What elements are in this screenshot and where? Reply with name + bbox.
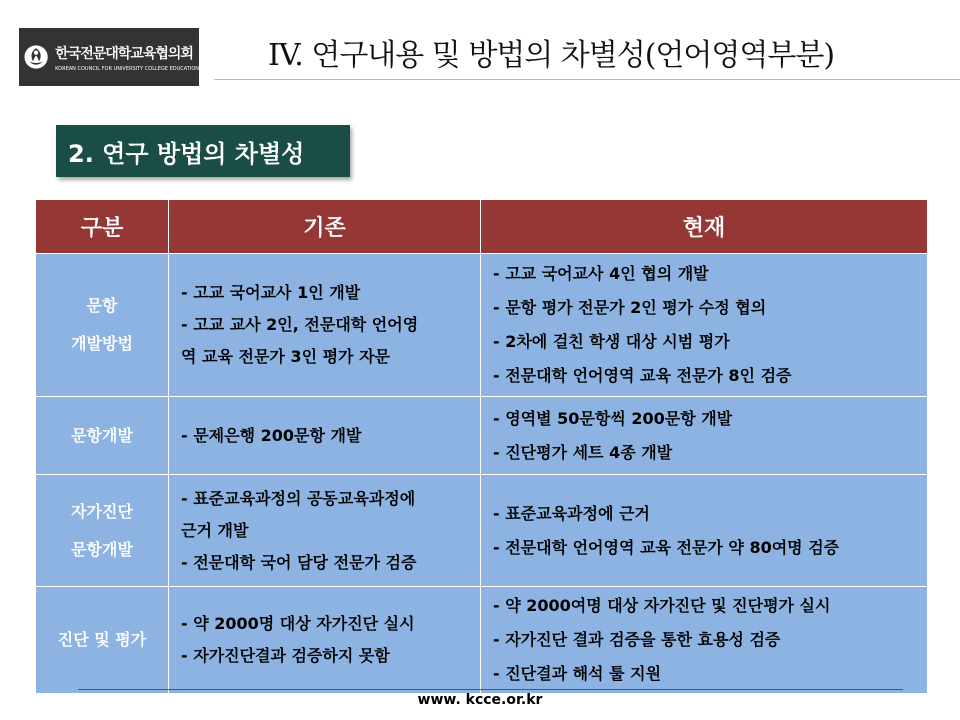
- cell-line: - 고교 국어교사 4인 협의 개발: [493, 264, 709, 283]
- cell-current: [481, 475, 928, 587]
- cell-line: - 고교 국어교사 1인 개발: [181, 283, 361, 302]
- cell-line: - 표준교육과정에 근거: [493, 503, 650, 523]
- cell-current: [481, 397, 928, 475]
- comparison-table: [35, 199, 928, 694]
- category-line: 문항개발: [71, 425, 133, 445]
- row-category: [36, 397, 169, 475]
- cell-line: - 진단결과 해석 툴 지원: [493, 664, 662, 683]
- cell-line: - 표준교육과정의 공동교육과정에: [181, 488, 416, 508]
- category-line: 자가진단: [71, 501, 133, 521]
- section-title: 2. 연구 방법의 차별성: [56, 125, 350, 177]
- cell-line: - 고교 교사 2인, 전문대학 언어영: [181, 315, 419, 334]
- kcce-logo-icon: [23, 39, 49, 75]
- category-line: 개발방법: [71, 334, 133, 353]
- slide-title: IV. 연구내용 및 방법의 차별성(언어영역부분): [268, 38, 835, 73]
- category-line: 진단 및 평가: [57, 630, 147, 649]
- cell-current: [481, 587, 928, 694]
- table-row: [36, 397, 928, 475]
- header-existing: 기존: [169, 200, 481, 254]
- org-name-en: KOREAN COUNCIL FOR UNIVERSITY COLLEGE EDUCATION: [55, 65, 199, 72]
- cell-line: 역 교육 전문가 3인 평가 자문: [181, 347, 391, 366]
- cell-line: - 문항 평가 전문가 2인 평가 수정 협의: [493, 298, 767, 317]
- cell-line: 근거 개발: [181, 520, 249, 540]
- cell-existing: [169, 587, 481, 694]
- cell-existing: [169, 475, 481, 587]
- cell-line: - 2차에 걸친 학생 대상 시범 평가: [493, 332, 730, 351]
- table-row: [36, 587, 928, 694]
- cell-line: - 문제은행 200문항 개발: [181, 425, 362, 445]
- cell-current: [481, 254, 928, 397]
- cell-existing: [169, 254, 481, 397]
- table-header-row: [36, 200, 928, 254]
- cell-line: - 진단평가 세트 4종 개발: [493, 442, 673, 462]
- table-row: [36, 254, 928, 397]
- footer-divider: [78, 689, 903, 690]
- category-line: 문항개발: [71, 539, 133, 559]
- row-category: [36, 587, 169, 694]
- title-divider: [214, 79, 960, 80]
- cell-line: - 자가진단 결과 검증을 통한 효용성 검증: [493, 630, 781, 649]
- cell-line: - 약 2000명 대상 자가진단 실시: [181, 614, 415, 633]
- header-category: 구분: [36, 200, 169, 254]
- org-logo: [19, 28, 199, 86]
- header-current: 현재: [481, 200, 928, 254]
- cell-line: - 영역별 50문항씩 200문항 개발: [493, 408, 733, 428]
- cell-line: - 전문대학 언어영역 교육 전문가 약 80여명 검증: [493, 537, 840, 557]
- row-category: [36, 254, 169, 397]
- footer-url: www. kcce.or.kr: [417, 692, 543, 708]
- cell-line: - 전문대학 언어영역 교육 전문가 8인 검증: [493, 366, 792, 385]
- table-row: [36, 475, 928, 587]
- cell-line: - 전문대학 국어 담당 전문가 검증: [181, 552, 417, 572]
- org-name: 한국전문대학교육협의회: [55, 45, 193, 62]
- cell-existing: [169, 397, 481, 475]
- cell-line: - 약 2000여명 대상 자가진단 및 진단평가 실시: [493, 596, 831, 615]
- category-line: 문항: [86, 296, 118, 315]
- row-category: [36, 475, 169, 587]
- cell-line: - 자가진단결과 검증하지 못함: [181, 646, 390, 665]
